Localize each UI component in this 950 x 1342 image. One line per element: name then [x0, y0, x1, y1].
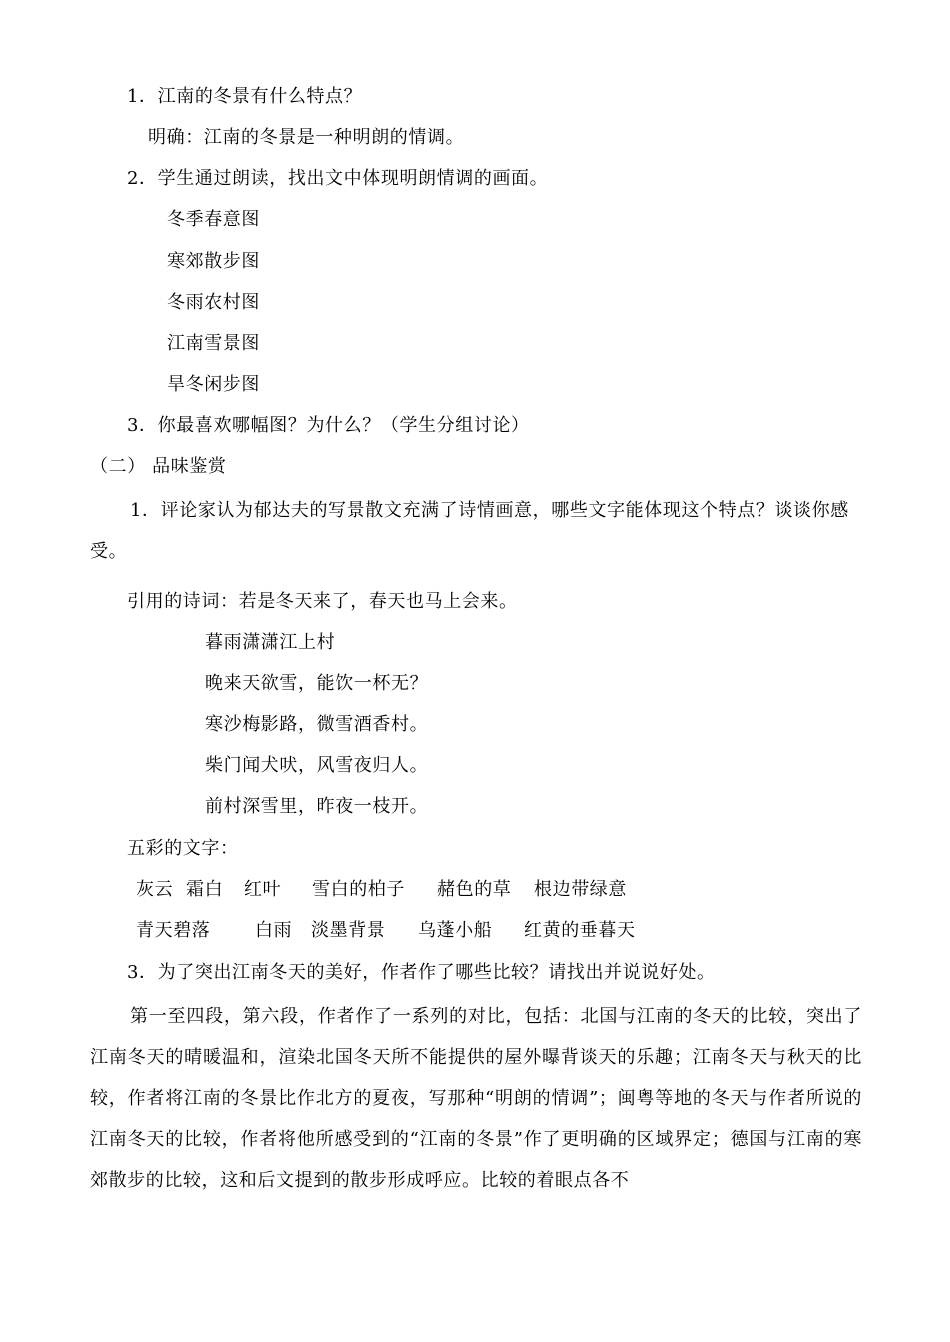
picture-item: 旱冬闲步图	[167, 374, 260, 395]
picture-item: 冬季春意图	[167, 209, 260, 230]
question-3: 3．你最喜欢哪幅图？为什么？（学生分组讨论）	[127, 415, 530, 436]
color-word: 淡墨背景	[311, 920, 386, 941]
colorful-words-row-2	[0, 919, 950, 943]
color-word: 赭色的草	[437, 879, 512, 900]
question-1-answer: 明确：江南的冬景是一种明朗的情调。	[148, 127, 465, 148]
color-word: 灰云	[136, 879, 174, 900]
comparison-paragraph: 第一至四段，第六段，作者作了一系列的对比，包括：北国与江南的冬天的比较，突出了江南冬天的晴暖温和，渲染北国冬天所不能提供的屋外曝背谈天的乐趣；江南冬天与秋天的比较，作者将江南的冬景比作北方的夏夜，写那种“明朗的情调”；闽粤等地的冬天与作者所说的江南冬天的比较，作者将他所感受到的“江南的冬景”作了更明确的区域界定；德国与江南的寒郊散步的比较，这和后文提到的散步形成呼应。比较的着眼点各不	[90, 1006, 862, 1191]
colorful-words-intro: 五彩的文字：	[127, 838, 239, 859]
color-word: 青天碧落	[136, 920, 211, 941]
color-word: 乌蓬小船	[418, 920, 493, 941]
color-word: 白雨	[255, 920, 293, 941]
question-2: 2．学生通过朗读，找出文中体现明朗情调的画面。	[127, 168, 549, 189]
poem-line: 前村深雪里，昨夜一枝开。	[205, 796, 429, 817]
section-heading: （二） 品味鉴赏	[90, 456, 227, 477]
poem-line: 柴门闻犬吠，风雪夜归人。	[205, 755, 429, 776]
color-word: 红叶	[244, 879, 282, 900]
quoted-poems-intro: 引用的诗词：若是冬天来了，春天也马上会来。	[127, 591, 518, 612]
color-word: 雪白的柏子	[312, 879, 405, 900]
section2-question-1: 1．评论家认为郁达夫的写景散文充满了诗情画意，哪些文字能体现这个特点？谈谈你感受。	[90, 500, 849, 562]
poem-line: 暮雨潇潇江上村	[205, 632, 336, 653]
picture-item: 寒郊散步图	[167, 251, 260, 272]
question-1: 1．江南的冬景有什么特点？	[127, 86, 363, 107]
color-word: 根边带绿意	[534, 879, 627, 900]
picture-item: 江南雪景图	[167, 333, 260, 354]
picture-item: 冬雨农村图	[167, 292, 260, 313]
poem-line: 寒沙梅影路，微雪酒香村。	[205, 714, 429, 735]
poem-line: 晚来天欲雪，能饮一杯无？	[205, 673, 429, 694]
color-word: 红黄的垂暮天	[524, 920, 636, 941]
color-word: 霜白	[186, 879, 224, 900]
section2-question-3: 3．为了突出江南冬天的美好，作者作了哪些比较？请找出并说说好处。	[127, 962, 716, 983]
colorful-words-row-1	[0, 878, 950, 902]
